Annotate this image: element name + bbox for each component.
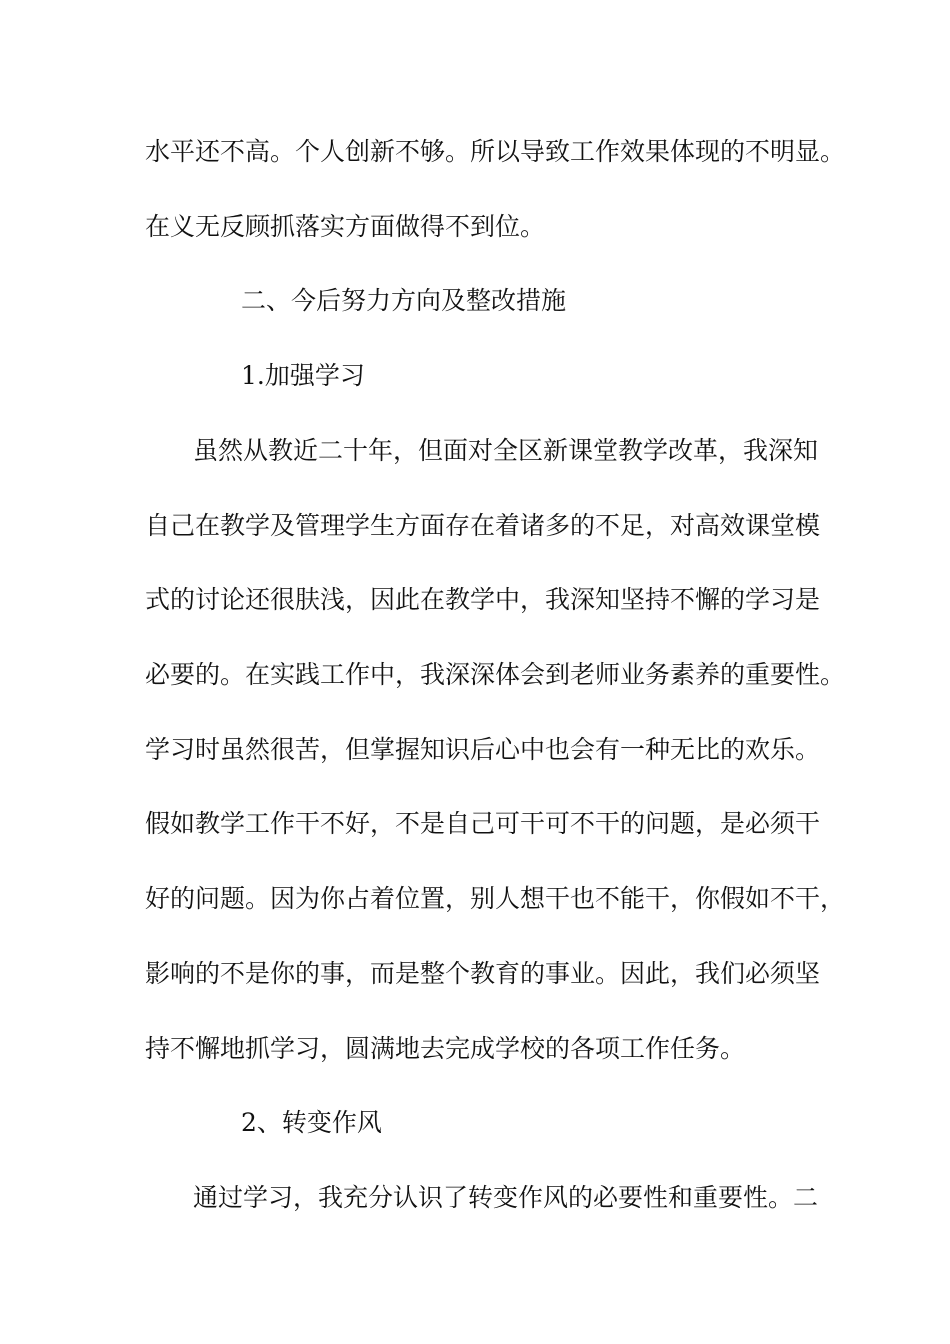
paragraph-line: 好的问题。因为你占着位置，别人想干也不能干，你假如不干， xyxy=(145,884,846,913)
paragraph-line: 水平还不高。个人创新不够。所以导致工作效果体现的不明显。 xyxy=(145,137,846,166)
paragraph-line: 自己在教学及管理学生方面存在着诸多的不足，对高效课堂模 xyxy=(145,511,821,540)
section-heading: 二、今后努力方向及整改措施 xyxy=(241,286,567,315)
paragraph-line: 在义无反顾抓落实方面做得不到位。 xyxy=(145,212,546,241)
paragraph-line: 影响的不是你的事，而是整个教育的事业。因此，我们必须坚 xyxy=(145,959,821,988)
paragraph-line: 必要的。在实践工作中，我深深体会到老师业务素养的重要性。 xyxy=(145,660,846,689)
paragraph-line: 学习时虽然很苦，但掌握知识后心中也会有一种无比的欢乐。 xyxy=(145,735,821,764)
paragraph-line: 式的讨论还很肤浅，因此在教学中，我深知坚持不懈的学习是 xyxy=(145,585,821,614)
paragraph-line: 通过学习，我充分认识了转变作风的必要性和重要性。二 xyxy=(193,1183,819,1212)
subsection-heading: 1.加强学习 xyxy=(241,361,365,390)
subsection-heading: 2、转变作风 xyxy=(241,1108,382,1137)
paragraph-line: 假如教学工作干不好，不是自己可干可不干的问题，是必须干 xyxy=(145,809,821,838)
paragraph-line: 虽然从教近二十年，但面对全区新课堂教学改革，我深知 xyxy=(193,436,819,465)
paragraph-line: 持不懈地抓学习，圆满地去完成学校的各项工作任务。 xyxy=(145,1034,746,1063)
